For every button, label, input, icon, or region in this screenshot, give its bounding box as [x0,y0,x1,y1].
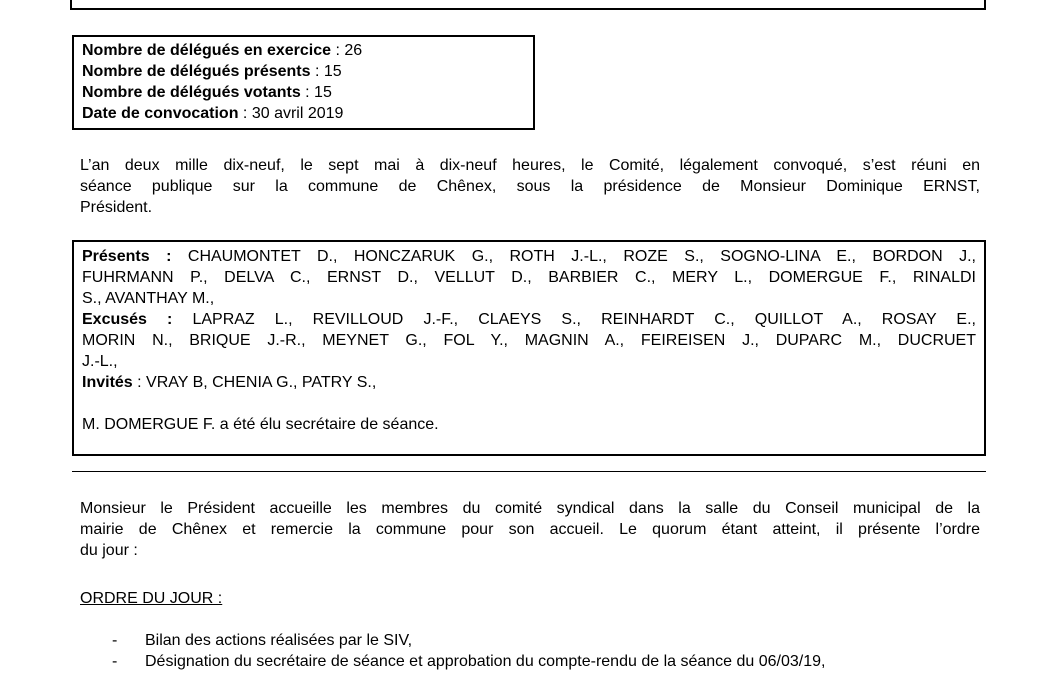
excuses-line: J.-L., [82,353,118,370]
welcome-line: Monsieur le Président accueille les membres du comité syndical dans la salle du Conseil municipal de la [80,500,980,517]
stat-row-presents: Nombre de délégués présents : 15 [82,63,342,80]
welcome-paragraph [80,498,980,561]
presents-label: Présents : [82,248,172,265]
welcome-line: mairie de Chênex et remercie la commune pour son accueil. Le quorum étant atteint, il présente l’ordre [80,521,980,538]
attendance-box [72,240,986,456]
presents-line: Présents : CHAUMONTET D., HONCZARUK G., ROTH J.-L., ROZE S., SOGNO-LINA E., BORDON J., [82,248,976,265]
list-item: - Bilan des actions réalisées par le SIV, [112,632,413,649]
stat-row-exercice: Nombre de délégués en exercice : 26 [82,42,363,59]
stat-row-convocation: Date de convocation : 30 avril 2019 [82,105,344,122]
secretary-line: M. DOMERGUE F. a été élu secrétaire de séance. [82,416,439,433]
excuses-line: MORIN N., BRIQUE J.-R., MEYNET G., FOL Y., MAGNIN A., FEIREISEN J., DUPARC M., DUCRUET [82,332,976,349]
intro-paragraph [80,155,980,218]
intro-line: Président. [80,199,153,216]
excuses-line: Excusés : LAPRAZ L., REVILLOUD J.-F., CLAEYS S., REINHARDT C., QUILLOT A., ROSAY E., [82,311,976,328]
welcome-line: du jour : [80,542,138,559]
invites-label: Invités [82,374,133,391]
document-title-box [70,0,986,10]
list-item: - Désignation du secrétaire de séance et approbation du compte-rendu de la séance du 06/03/19, [112,653,826,670]
agenda-list [112,630,992,672]
horizontal-divider [72,471,986,472]
invites-line: Invités : VRAY B, CHENIA G., PATRY S., [82,374,377,391]
stat-row-votants: Nombre de délégués votants : 15 [82,84,332,101]
intro-line: L’an deux mille dix-neuf, le sept mai à dix-neuf heures, le Comité, légalement convoqué, s’est réuni en [80,157,980,174]
spacer [82,393,976,414]
list-dash: - [112,653,118,670]
presents-line: FUHRMANN P., DELVA C., ERNST D., VELLUT D., BARBIER C., MERY L., DOMERGUE F., RINALDI [82,269,976,286]
list-dash: - [112,632,118,649]
agenda-heading: ORDRE DU JOUR : [80,590,223,607]
excuses-label: Excusés : [82,311,173,328]
delegates-stats-box [72,35,535,130]
intro-line: séance publique sur la commune de Chênex, sous la présidence de Monsieur Dominique ERNST, [80,178,980,195]
presents-line: S., AVANTHAY M., [82,290,215,307]
